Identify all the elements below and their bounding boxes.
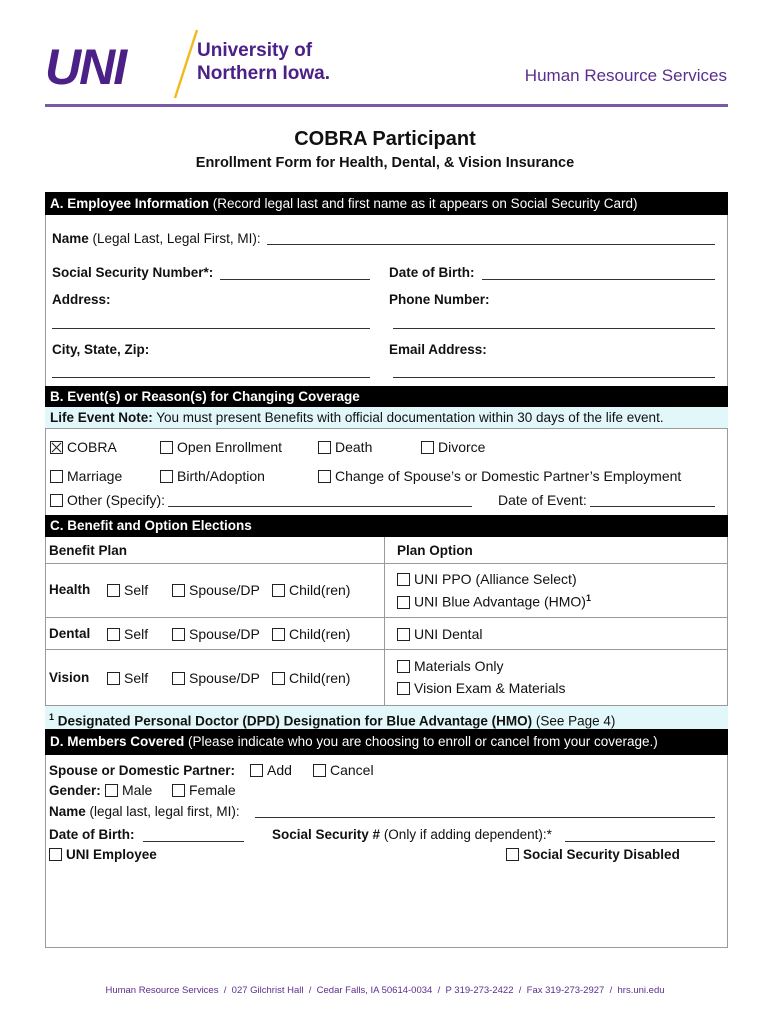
dental-spouse-checkbox[interactable] — [172, 628, 185, 641]
form-subtitle: Enrollment Form for Health, Dental, & Vision Insurance — [195, 155, 575, 171]
uni-employee-checkbox[interactable] — [49, 848, 62, 861]
dental-children-checkbox[interactable] — [272, 628, 285, 641]
option-uni-dental[interactable]: UNI Dental — [397, 626, 482, 642]
vision-children-checkbox[interactable] — [272, 672, 285, 685]
divorce-checkbox[interactable] — [421, 441, 434, 454]
event-divorce[interactable]: Divorce — [421, 439, 485, 455]
vision-exam-checkbox[interactable] — [397, 682, 410, 695]
dental-label: Dental — [49, 626, 91, 641]
member-ssn-field[interactable] — [565, 827, 715, 842]
dental-self-checkbox[interactable] — [107, 628, 120, 641]
event-death[interactable]: Death — [318, 439, 372, 455]
health-children-checkbox[interactable] — [272, 584, 285, 597]
dental-spouse[interactable]: Spouse/DP — [172, 626, 260, 642]
section-a-header: A. Employee Information (Record legal last and first name as it appears on Social Security Card) — [45, 192, 728, 215]
open-enrollment-checkbox[interactable] — [160, 441, 173, 454]
female-checkbox[interactable] — [172, 784, 185, 797]
spouse-add-checkbox[interactable] — [250, 764, 263, 777]
ssn-label: Social Security Number*: — [52, 265, 214, 280]
phone-field[interactable] — [393, 315, 715, 329]
member-dob-field[interactable] — [143, 827, 244, 842]
logo-line1: University of — [197, 40, 313, 61]
life-event-note: Life Event Note: You must present Benefits with official documentation within 30 days of the life event. — [45, 407, 728, 429]
other-specify-field[interactable] — [168, 492, 472, 507]
health-spouse[interactable]: Spouse/DP — [172, 582, 260, 598]
option-uni-ppo[interactable]: UNI PPO (Alliance Select) — [397, 571, 577, 587]
member-name-label: Name (legal last, legal first, MI): — [49, 804, 240, 819]
department-name: Human Resource Services — [524, 66, 727, 85]
event-open-enrollment[interactable]: Open Enrollment — [160, 439, 282, 455]
date-of-event-field[interactable] — [590, 492, 715, 507]
health-self-checkbox[interactable] — [107, 584, 120, 597]
other-checkbox[interactable] — [50, 494, 63, 507]
logo-line2: Northern Iowa. — [197, 63, 331, 84]
vision-self[interactable]: Self — [107, 670, 148, 686]
male-checkbox[interactable] — [105, 784, 118, 797]
vision-children[interactable]: Child(ren) — [272, 670, 350, 686]
birth-adoption-checkbox[interactable] — [160, 470, 173, 483]
uni-dental-checkbox[interactable] — [397, 628, 410, 641]
city-field[interactable] — [52, 364, 370, 378]
option-vision-exam[interactable]: Vision Exam & Materials — [397, 680, 565, 696]
table-rule-2 — [45, 617, 728, 618]
health-children[interactable]: Child(ren) — [272, 582, 350, 598]
event-marriage[interactable]: Marriage — [50, 468, 122, 484]
table-divider — [384, 537, 385, 705]
address-field[interactable] — [52, 315, 370, 329]
uni-blue-checkbox[interactable] — [397, 596, 410, 609]
ss-disabled-checkbox[interactable] — [506, 848, 519, 861]
logo-mark: UNI — [45, 39, 126, 95]
col-plan-option: Plan Option — [397, 543, 473, 558]
address-label: Address: — [52, 292, 111, 307]
spouse-cancel-checkbox[interactable] — [313, 764, 326, 777]
email-field[interactable] — [393, 364, 715, 378]
employee-name-field[interactable] — [267, 231, 715, 245]
vision-self-checkbox[interactable] — [107, 672, 120, 685]
uni-logo — [45, 30, 345, 100]
ssn-field[interactable] — [220, 265, 370, 280]
dental-children[interactable]: Child(ren) — [272, 626, 350, 642]
table-rule-1 — [45, 563, 728, 564]
employee-name-label: Name (Legal Last, Legal First, MI): — [52, 231, 261, 246]
date-of-event-label: Date of Event: — [498, 492, 587, 508]
spouse-add[interactable]: Add — [250, 762, 292, 778]
event-change-employment[interactable]: Change of Spouse’s or Domestic Partner’s Employment — [318, 468, 681, 484]
spouse-dp-label: Spouse or Domestic Partner: — [49, 763, 236, 778]
uni-ppo-checkbox[interactable] — [397, 573, 410, 586]
form-title: COBRA Participant — [294, 128, 476, 150]
footer-contact: Human Resource Services / 027 Gilchrist Hall / Cedar Falls, IA 50614-0034 / P 319-273-2422 / Fax 319-273-2927 / hrs.uni.edu — [105, 985, 665, 996]
health-self[interactable]: Self — [107, 582, 148, 598]
member-dob-label: Date of Birth: — [49, 827, 135, 842]
dental-self[interactable]: Self — [107, 626, 148, 642]
vision-label: Vision — [49, 670, 90, 685]
dob-field[interactable] — [482, 265, 715, 280]
city-label: City, State, Zip: — [52, 342, 150, 357]
gender-female[interactable]: Female — [172, 782, 236, 798]
member-ssn-label: Social Security # (Only if adding dependent):* — [272, 827, 552, 842]
section-d-header: D. Members Covered (Please indicate who you are choosing to enroll or cancel from your coverage.) — [45, 729, 728, 755]
vision-spouse[interactable]: Spouse/DP — [172, 670, 260, 686]
col-benefit-plan: Benefit Plan — [49, 543, 128, 558]
death-checkbox[interactable] — [318, 441, 331, 454]
uni-employee[interactable]: UNI Employee — [49, 847, 157, 862]
change-employment-checkbox[interactable] — [318, 470, 331, 483]
ss-disabled[interactable]: Social Security Disabled — [506, 847, 680, 862]
member-name-field[interactable] — [255, 804, 715, 818]
section-b-header: B. Event(s) or Reason(s) for Changing Coverage — [45, 386, 728, 407]
gender-label: Gender: — [49, 783, 101, 798]
phone-label: Phone Number: — [389, 292, 490, 307]
header-rule — [45, 104, 728, 107]
option-uni-blue[interactable]: UNI Blue Advantage (HMO)$^1$ — [397, 593, 591, 610]
table-rule-3 — [45, 649, 728, 650]
cobra-checkbox[interactable] — [50, 441, 63, 454]
event-other[interactable]: Other (Specify): — [50, 492, 165, 508]
section-c-header: C. Benefit and Option Elections — [45, 515, 728, 537]
marriage-checkbox[interactable] — [50, 470, 63, 483]
spouse-cancel[interactable]: Cancel — [313, 762, 374, 778]
option-materials-only[interactable]: Materials Only — [397, 658, 503, 674]
materials-only-checkbox[interactable] — [397, 660, 410, 673]
event-cobra[interactable]: COBRA — [50, 439, 117, 455]
vision-spouse-checkbox[interactable] — [172, 672, 185, 685]
gender-male[interactable]: Male — [105, 782, 152, 798]
health-spouse-checkbox[interactable] — [172, 584, 185, 597]
event-birth-adoption[interactable]: Birth/Adoption — [160, 468, 265, 484]
dpd-note: $^1$ Designated Personal Doctor (DPD) Designation for Blue Advantage (HMO) (See Page 4) — [45, 706, 728, 729]
email-label: Email Address: — [389, 342, 487, 357]
health-label: Health — [49, 582, 91, 597]
dob-label: Date of Birth: — [389, 265, 475, 280]
